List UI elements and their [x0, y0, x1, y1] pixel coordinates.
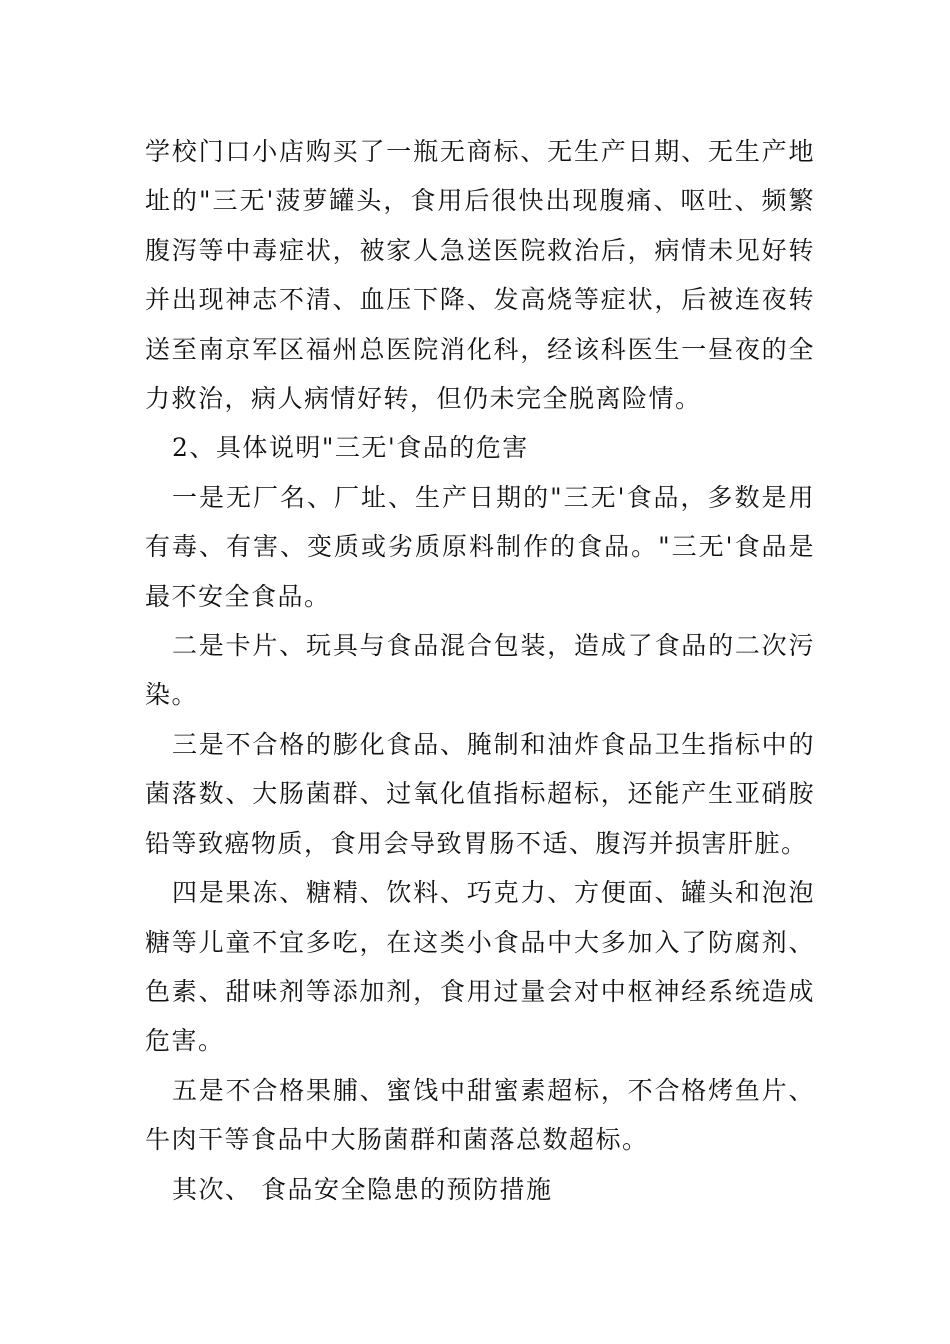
paragraph-hazard-one: 一是无厂名、厂址、生产日期的"三无'食品，多数是用有毒、有害、变质或劣质原料制作的食品。"三无'食品是最不安全食品。	[145, 482, 815, 611]
heading-hazards: 2、具体说明"三无'食品的危害	[172, 433, 529, 463]
paragraph-hazard-three: 三是不合格的膨化食品、腌制和油炸食品卫生指标中的菌落数、大肠菌群、过氧化值指标超标，还能产生亚硝胺铅等致癌物质，食用会导致胃肠不适、腹泻并损害肝脏。	[145, 729, 815, 858]
document-body	[145, 127, 815, 1214]
heading-prevention: 其次、 食品安全隐患的预防措施	[172, 1174, 553, 1204]
paragraph-hazard-five: 五是不合格果脯、蜜饯中甜蜜素超标，不合格烤鱼片、牛肉干等食品中大肠菌群和菌落总数超标。	[145, 1075, 815, 1155]
paragraph-case-description: 学校门口小店购买了一瓶无商标、无生产日期、无生产地址的"三无'菠萝罐头，食用后很快出现腹痛、呕吐、频繁腹泻等中毒症状，被家人急送医院救治后，病情未见好转并出现神志不清、血压下降、发高烧等症状，后被连夜转送至南京军区福州总医院消化科，经该科医生一昼夜的全力救治，病人病情好转，但仍未完全脱离险情。	[145, 137, 815, 414]
paragraph-hazard-four: 四是果冻、糖精、饮料、巧克力、方便面、罐头和泡泡糖等儿童不宜多吃，在这类小食品中大多加入了防腐剂、色素、甜味剂等添加剂，食用过量会对中枢神经系统造成危害。	[145, 878, 815, 1056]
paragraph-hazard-two: 二是卡片、玩具与食品混合包装，造成了食品的二次污染。	[145, 631, 815, 710]
